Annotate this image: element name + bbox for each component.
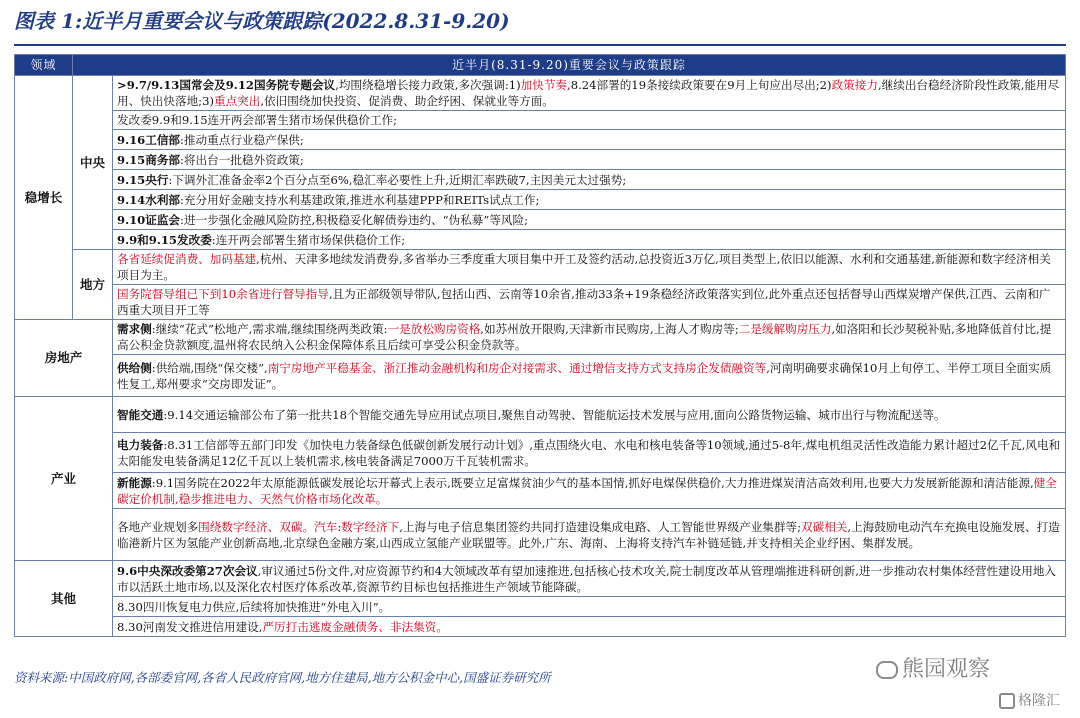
table-row — [15, 397, 1066, 433]
table-row — [15, 617, 1066, 637]
sub-local: 地方 — [73, 250, 113, 320]
gelonghui-logo-icon — [999, 693, 1015, 709]
domain-growth: 稳增长 — [15, 76, 73, 320]
text-segment: ,继续出台稳经济阶段性政策,能用尽用、快出快落地;3) — [117, 78, 1060, 108]
cell-rich — [113, 433, 1066, 473]
text-segment: ,如洛阳和长沙契税补贴,多地降低首付比,提高公积金贷款额度,温州将农民纳入公积金保障体系且后续可享受公积金贷款等。 — [117, 322, 1052, 352]
table-row — [15, 111, 1066, 130]
table-row — [15, 150, 1066, 170]
text-segment: 健全碳定价机制,稳步推进电力、天然气价格市场化改革。 — [117, 475, 1057, 506]
text-segment: 重点突出 — [213, 94, 261, 108]
cell-rich — [113, 617, 1066, 637]
text-segment: 二是缓解购房压力 — [738, 322, 832, 336]
cell-rich — [113, 285, 1066, 320]
text-segment: : — [337, 519, 342, 534]
text-segment: 9.9和9.15发改委 — [117, 232, 212, 247]
text-segment: 政策接力 — [831, 78, 878, 92]
watermark-secondary-text: 格隆汇 — [1018, 693, 1060, 709]
cell-rich — [113, 210, 1066, 230]
sub-central: 中央 — [73, 76, 113, 250]
text-segment: :继续“花式”松地产,需求端,继续围绕两类政策: — [151, 322, 388, 336]
text-segment: 电力装备 — [117, 437, 164, 452]
table-row — [15, 170, 1066, 190]
cell-rich — [113, 190, 1066, 210]
text-segment: ,如苏州放开限购,天津新市民购房,上海人才购房等; — [480, 322, 739, 336]
cell-rich — [113, 250, 1066, 285]
text-segment: ,河南明确要求确保10月上旬停工、半停工项目全面实质性复工,郑州要求“交房即发证”。 — [117, 360, 1052, 391]
text-segment: :推动重点行业稳产保供; — [180, 132, 304, 147]
text-segment: 9.15央行 — [117, 172, 169, 187]
table-row — [15, 597, 1066, 617]
text-segment: ,8.24部署的19条接续政策要在9月上旬应出尽出;2) — [567, 78, 832, 92]
text-segment: ,上海与电子信息集团签约共同打造建设集成电路、人工智能世界级产业集群等; — [399, 519, 801, 534]
text-segment: 8.30河南发文推进信用建设, — [117, 619, 263, 634]
text-segment: ,杭州、天津多地续发消费券,多省举办三季度重大项目集中开工及签约活动,总投资近3万亿,项目类型上,依旧以能源、水利和交通基建,新能源和数字经济相关项目为主。 — [117, 252, 1051, 282]
wechat-icon — [876, 661, 898, 679]
table-row — [15, 76, 1066, 111]
cell-rich — [113, 397, 1066, 433]
cell-rich — [113, 320, 1066, 355]
cell-rich — [113, 509, 1066, 561]
cell-rich — [113, 111, 1066, 130]
header-content: 近半月(8.31-9.20)重要会议与政策跟踪 — [73, 55, 1066, 76]
table-row — [15, 473, 1066, 509]
watermark-primary-text: 熊园观察 — [901, 657, 990, 682]
text-segment: 加快节奏 — [520, 78, 568, 92]
text-segment: :下调外汇准备金率2个百分点至6%,稳汇率必要性上升,近期汇率跌破7,主因美元太过强势; — [168, 172, 627, 187]
table-row — [15, 130, 1066, 150]
text-segment: ,审议通过5份文件,对应资源节约和4大领域改革有望加速推进,包括核心技术攻关,院士制度改革从管理端推进科研创新,进一步推动农村集体经营性建设用地入市以活跃土地市场,以及深化农村医疗体系改革,资源节约目标也包括推进生产领域节能降碳。 — [117, 563, 1057, 594]
text-segment: 严厉打击逃废金融债务、非法集资。 — [262, 619, 448, 634]
watermark-secondary — [999, 690, 1060, 710]
text-segment: ,上海鼓励电动汽车充换电设施发展、打造临港新片区为氢能产业创新高地,北京绿色金融方案,山西成立氢能产业联盟等。此外,广东、海南、上海将支持汽车补链延链,并支持相关企业纾困、集群发展。 — [117, 519, 1060, 550]
text-segment: 智能交通 — [117, 407, 164, 422]
domain-industry: 产业 — [15, 397, 113, 561]
text-segment: 9.15商务部 — [117, 152, 181, 167]
text-segment: ,依旧围绕加快投资、促消费、助企纾困、保就业等方面。 — [260, 94, 554, 108]
cell-rich — [113, 130, 1066, 150]
table-row — [15, 190, 1066, 210]
text-segment: 围绕数字经济、双碳。汽车 — [198, 519, 338, 534]
cell-rich — [113, 473, 1066, 509]
cell-rich — [113, 355, 1066, 397]
text-segment: 国务院督导组已下到10余省进行督导指导 — [117, 287, 329, 301]
table-row — [15, 320, 1066, 355]
source-note: 资料来源:中国政府网,各部委官网,各省人民政府官网,地方住建局,地方公积金中心,国盛证券研究所 — [14, 670, 551, 685]
text-segment: :9.14交通运输部公布了第一批共18个智能交通先导应用试点项目,聚焦自动驾驶、智能航运技术发展与应用,面向公路货物运输、城市出行与物流配送等。 — [163, 407, 946, 422]
table-row — [15, 250, 1066, 285]
text-segment: 9.16工信部 — [117, 132, 181, 147]
text-segment: ,且为正部级领导带队,包括山西、云南等10余省,推动33条+19条稳经济政策落实到位,此外重点还包括督导山西煤炭增产保供,江西、云南和广西重大项目开工等 — [117, 287, 1051, 317]
text-segment: :将出台一批稳外资政策; — [180, 152, 304, 167]
text-segment: :充分用好金融支持水利基建政策,推进水利基建PPP和REITs试点工作; — [180, 192, 540, 207]
text-segment: 8.30四川恢复电力供应,后续将加快推进“外电入川”。 — [117, 599, 391, 614]
text-segment: 各地产业规划多 — [117, 519, 199, 534]
text-segment: :供给端,围绕“保交楼”, — [151, 360, 268, 375]
table-row — [15, 285, 1066, 320]
text-segment: 数字经济下 — [341, 519, 400, 534]
policy-table — [14, 54, 1066, 637]
text-segment: :8.31工信部等五部门印发《加快电力装备绿色低碳创新发展行动计划》,重点围绕火电、水电和核电装备等10领域,通过5-8年,煤电机组灵活性改造能力累计超过2亿千瓦,风电和太阳能发电装备满足12亿千瓦以上装机需求,核电装备满足7000万千瓦装机需求。 — [117, 437, 1061, 468]
text-segment: 需求侧 — [117, 322, 152, 336]
text-segment: 9.6中央深改委第27次会议 — [117, 563, 258, 578]
text-segment: :连开两会部署生猪市场保供稳价工作; — [211, 232, 406, 247]
text-segment: 供给侧 — [117, 360, 152, 375]
text-segment: :9.1国务院在2022年太原能源低碳发展论坛开幕式上表示,既要立足富煤贫油少气的基本国情,抓好电煤保供稳价,大力推进煤炭清洁高效利用,也要大力发展新能源和清洁能源, — [151, 475, 1034, 490]
cell-rich — [113, 561, 1066, 597]
cell-rich — [113, 170, 1066, 190]
cell-rich — [113, 150, 1066, 170]
text-segment: >9.7/9.13国常会及9.12国务院专题会议 — [117, 78, 336, 92]
text-segment: 9.10证监会 — [117, 212, 181, 227]
figure-title: 图表 1:近半月重要会议与政策跟踪(2022.8.31-9.20) — [14, 9, 510, 33]
table-header-row — [15, 55, 1066, 76]
domain-other: 其他 — [15, 561, 113, 637]
text-segment: 各省延续促消费、加码基建 — [117, 252, 257, 266]
table-row — [15, 433, 1066, 473]
text-segment: ,均围绕稳增长接力政策,多次强调:1) — [335, 78, 521, 92]
header-domain: 领域 — [15, 55, 73, 76]
text-segment: 新能源 — [117, 475, 152, 490]
text-segment: :进一步强化金融风险防控,积极稳妥化解债券违约、“伪私募”等风险; — [180, 212, 529, 227]
text-segment: 9.14水利部 — [117, 192, 181, 207]
cell-rich — [113, 597, 1066, 617]
text-segment: 双碳相关 — [801, 519, 848, 534]
table-row — [15, 355, 1066, 397]
table-row — [15, 230, 1066, 250]
cell-rich — [113, 230, 1066, 250]
title-rule — [14, 44, 1066, 46]
text-segment: 发改委9.9和9.15连开两会部署生猪市场保供稳价工作; — [117, 113, 398, 127]
text-segment: 一是放松购房资格 — [387, 322, 481, 336]
cell-rich — [113, 76, 1066, 111]
watermark-primary — [876, 652, 990, 683]
table-row — [15, 561, 1066, 597]
table-row — [15, 509, 1066, 561]
text-segment: 南宁房地产平稳基金、浙江推动金融机构和房企对接需求、通过增信支持方式支持房企发债融资等 — [267, 360, 767, 375]
table-row — [15, 210, 1066, 230]
domain-realestate: 房地产 — [15, 320, 113, 397]
